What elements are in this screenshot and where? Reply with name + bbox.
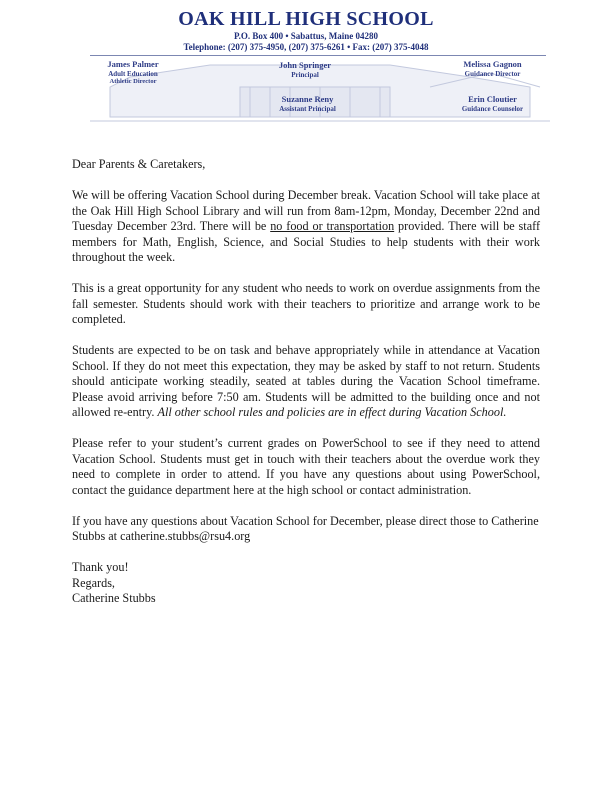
paragraph-powerschool: Please refer to your student’s current grades on PowerSchool to see if they need to attend Vacation School. Students must get in touch with their teachers about the overdue work they need to complete in order to attend. If you have any questions about using PowerSchool, contact the guidance department here at the high school or contact administration. — [72, 436, 540, 497]
letterhead — [0, 0, 612, 130]
school-address: P.O. Box 400 • Sabattus, Maine 04280 — [233, 31, 379, 41]
letter-body — [72, 157, 540, 607]
no-food-notice: no food or transportation — [270, 219, 395, 233]
paragraph-contact: If you have any questions about Vacation School for December, please direct those to Catherine Stubbs at catherine.stubbs@rsu4.org — [72, 513, 539, 543]
letterhead-rule — [90, 55, 546, 56]
staff-principal: John Springer Principal — [278, 60, 332, 79]
salutation: Dear Parents & Caretakers, — [72, 157, 206, 171]
paragraph-opportunity: This is a great opportunity for any student who needs to work on overdue assignments from the fall semester. Students should work with their teachers to prioritize and arrange work to be completed. — [72, 281, 540, 326]
school-name: OAK HILL HIGH SCHOOL — [178, 8, 434, 30]
paragraph-schedule: We will be offering Vacation School during December break. Vacation School will take place at the Oak Hill High School Library and will run from 8am-12pm, Monday, December 22nd and Tuesday December 23rd. There will be no food or transportation provided. There will be staff members for Math, English, Science, and Social Studies to help students with their work throughout the week. — [72, 188, 540, 264]
staff-assistant-principal: Suzanne Reny Assistant Principal — [279, 94, 336, 113]
signature: Catherine Stubbs — [72, 591, 156, 605]
staff-guidance-director: Melissa Gagnon Guidance Director — [463, 59, 522, 78]
school-phone: Telephone: (207) 375-4950, (207) 375-6261 • Fax: (207) 375-4048 — [183, 42, 429, 52]
staff-athletic-director: James Palmer Adult Education Athletic Director — [107, 59, 159, 85]
paragraph-expectations: Students are expected to be on task and behave appropriately while in attendance at Vacation School. If they do not meet this expectation, they may be asked by staff to not return. Students should anticipate working steadily, seated at tables during the Vacation School timeframe. Please avoid arriving before 7:50 am. Students will be admitted to the building once and not allowed re-entry. All other school rules and policies are in effect during Vacation School. — [72, 343, 540, 419]
staff-guidance-counselor: Erin Cloutier Guidance Counselor — [461, 94, 524, 113]
rules-notice: All other school rules and policies are in effect during Vacation School — [157, 405, 504, 419]
contact-email[interactable]: catherine.stubbs@rsu4.org — [120, 529, 251, 543]
closing: Thank you! Regards, Catherine Stubbs — [72, 560, 156, 605]
